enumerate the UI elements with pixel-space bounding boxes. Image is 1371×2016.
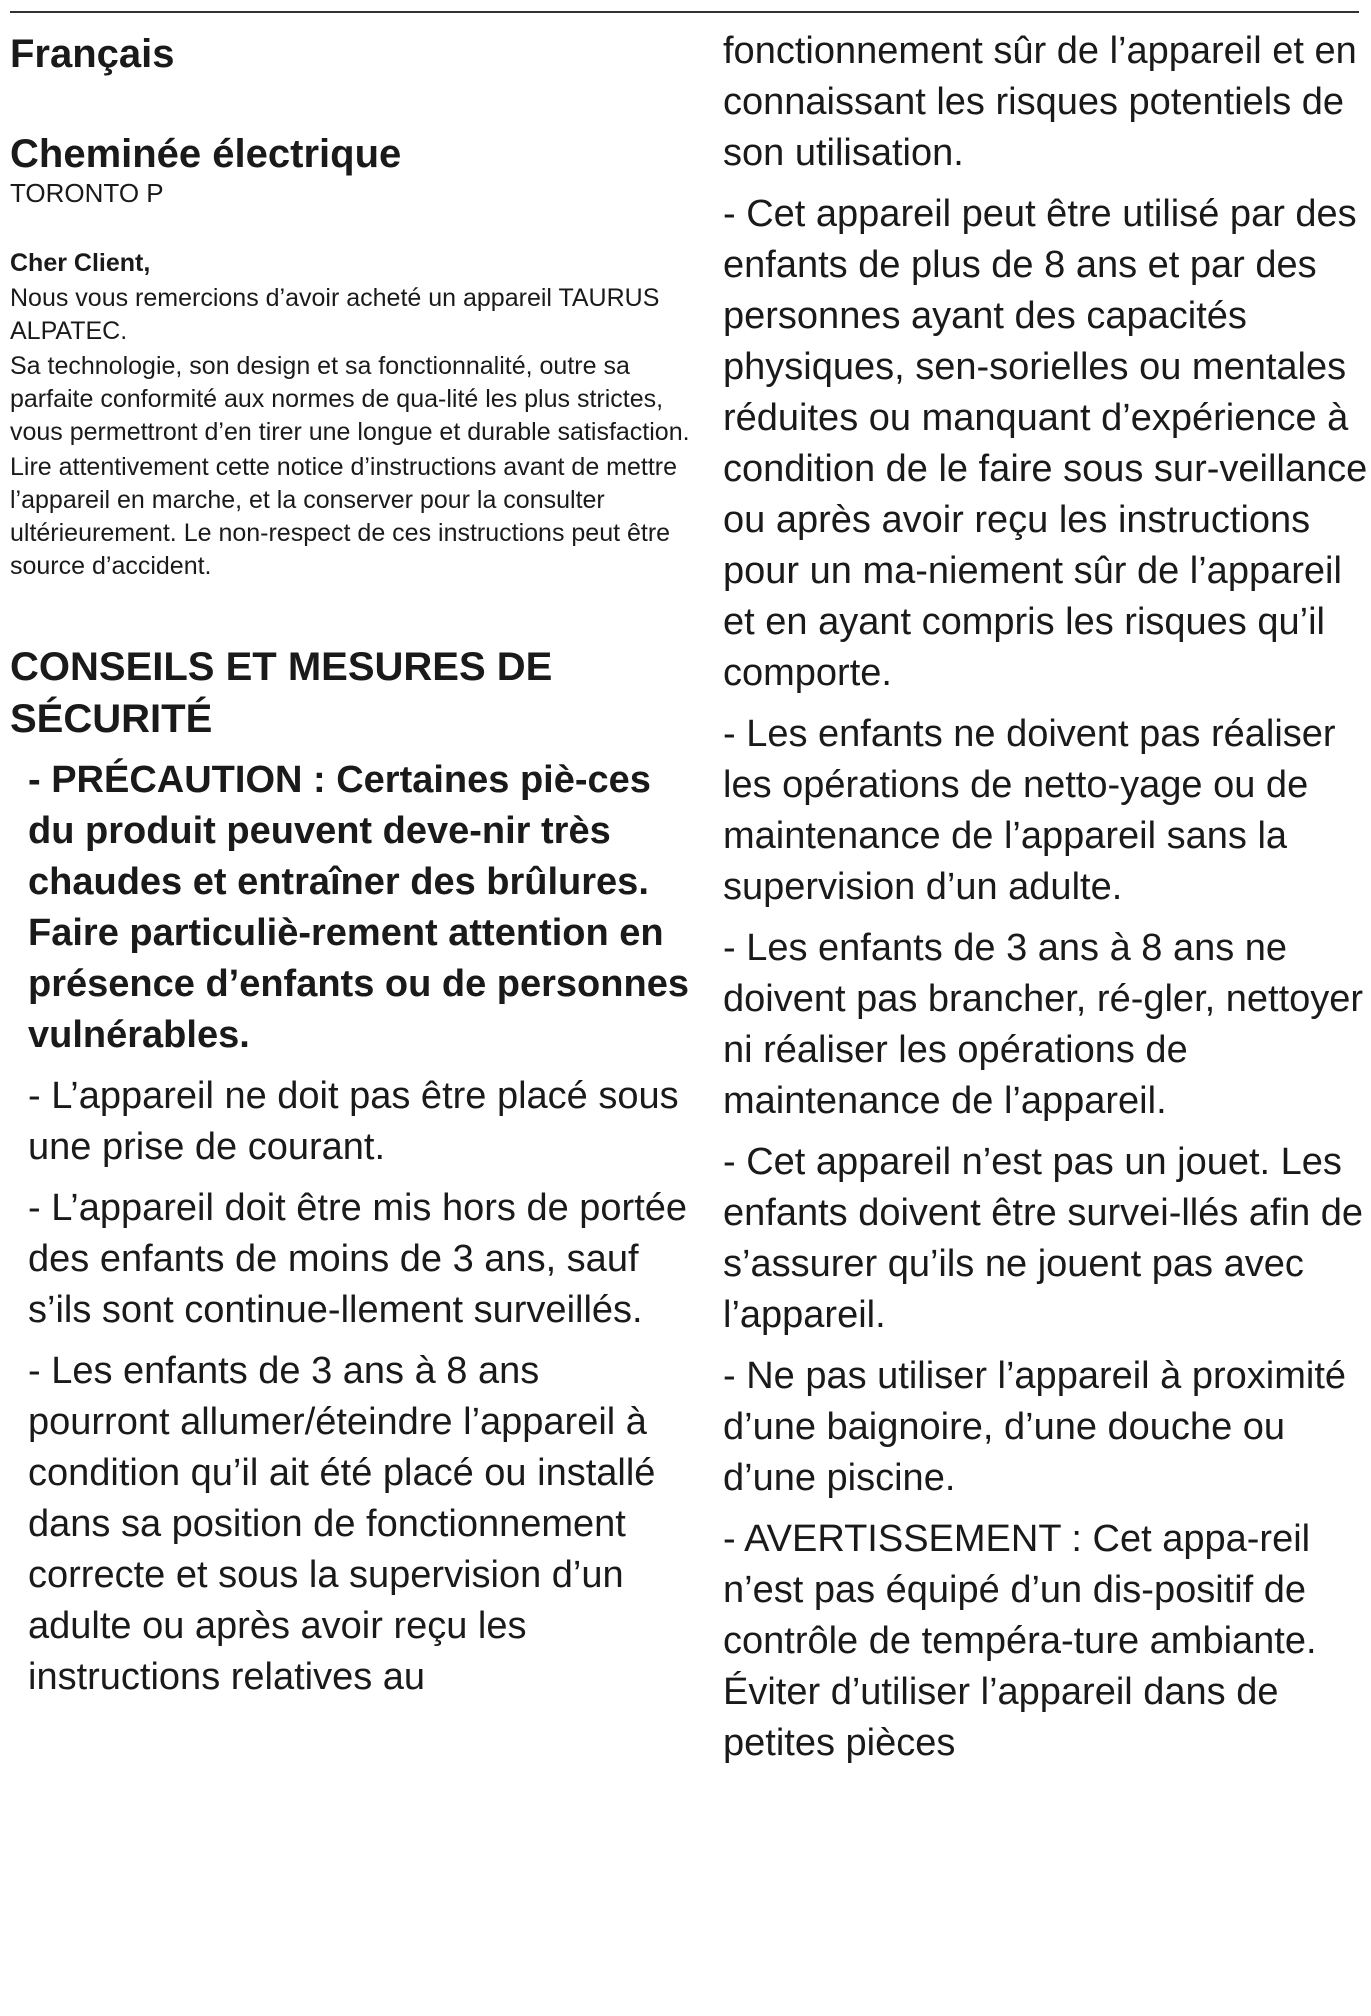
safety-paragraph: fonctionnement sûr de l’appareil et en connaissant les risques potentiels de son utilisation. <box>723 30 1357 174</box>
language-heading: Français <box>10 32 175 76</box>
model-name: TORONTO P <box>10 178 164 208</box>
safety-paragraph: - Cet appareil peut être utilisé par des enfants de plus de 8 ans et par des personnes ayant des capacités physiques, sen-sorielles ou mentales réduites ou manquant d’expérience à condition de le faire sous sur-veillance ou après avoir reçu les instructions pour un ma-niement sûr de l’appareil et en ayant compris les risques qu’il comporte. <box>723 193 1368 694</box>
caution-paragraph: - PRÉCAUTION : Certaines piè-ces du produit peuvent deve-nir très chaudes et entraîner des brûlures. Faire particuliè-rement attention en présence d’enfants ou de personnes vulnérables. <box>28 759 689 1056</box>
product-title: Cheminée électrique <box>10 132 402 176</box>
safety-paragraph: - L’appareil doit être mis hors de portée des enfants de moins de 3 ans, sauf s’ils sont continue-llement surveillés. <box>28 1187 688 1331</box>
safety-paragraph: - L’appareil ne doit pas être placé sous une prise de courant. <box>28 1075 679 1168</box>
right-column <box>723 26 1368 1769</box>
safety-paragraph: - Les enfants ne doivent pas réaliser les opérations de netto-yage ou de maintenance de l’appareil sans la supervision d’un adulte. <box>723 713 1336 908</box>
left-column <box>10 26 690 1703</box>
intro-paragraph: Lire attentivement cette notice d’instructions avant de mettre l’appareil en marche, et la conserver pour la consulter ultérieurement. Le non-respect de ces instructions peut être source d’accident. <box>10 453 678 580</box>
safety-paragraph: - Ne pas utiliser l’appareil à proximité d’une baignoire, d’une douche ou d’une piscine. <box>723 1355 1347 1499</box>
safety-paragraph: - Les enfants de 3 ans à 8 ans pourront allumer/éteindre l’appareil à condition qu’il ait été placé ou installé dans sa position de fonctionnement correcte et sous la supervision d’un adulte ou après avoir reçu les instructions relatives au <box>28 1350 656 1698</box>
intro-paragraph: Nous vous remercions d’avoir acheté un appareil TAURUS ALPATEC. <box>10 284 660 345</box>
section-title: CONSEILS ET MESURES DE SÉCURITÉ <box>10 645 553 741</box>
intro-paragraph: Sa technologie, son design et sa fonctionnalité, outre sa parfaite conformité aux normes de qua-lité les plus strictes, vous permettront d’en tirer une longue et durable satisfaction. <box>10 352 690 446</box>
greeting: Cher Client, <box>10 249 151 277</box>
warning-paragraph: - AVERTISSEMENT : Cet appa-reil n’est pas équipé d’un dis-positif de contrôle de tempéra-ture ambiante. Éviter d’utiliser l’appareil dans de petites pièces <box>723 1518 1317 1764</box>
safety-paragraph: - Cet appareil n’est pas un jouet. Les enfants doivent être survei-llés afin de s’assurer qu’ils ne jouent pas avec l’appareil. <box>723 1141 1364 1336</box>
safety-paragraph: - Les enfants de 3 ans à 8 ans ne doivent pas brancher, ré-gler, nettoyer ni réaliser les opérations de maintenance de l’appareil. <box>723 927 1364 1122</box>
top-divider <box>10 11 1359 13</box>
